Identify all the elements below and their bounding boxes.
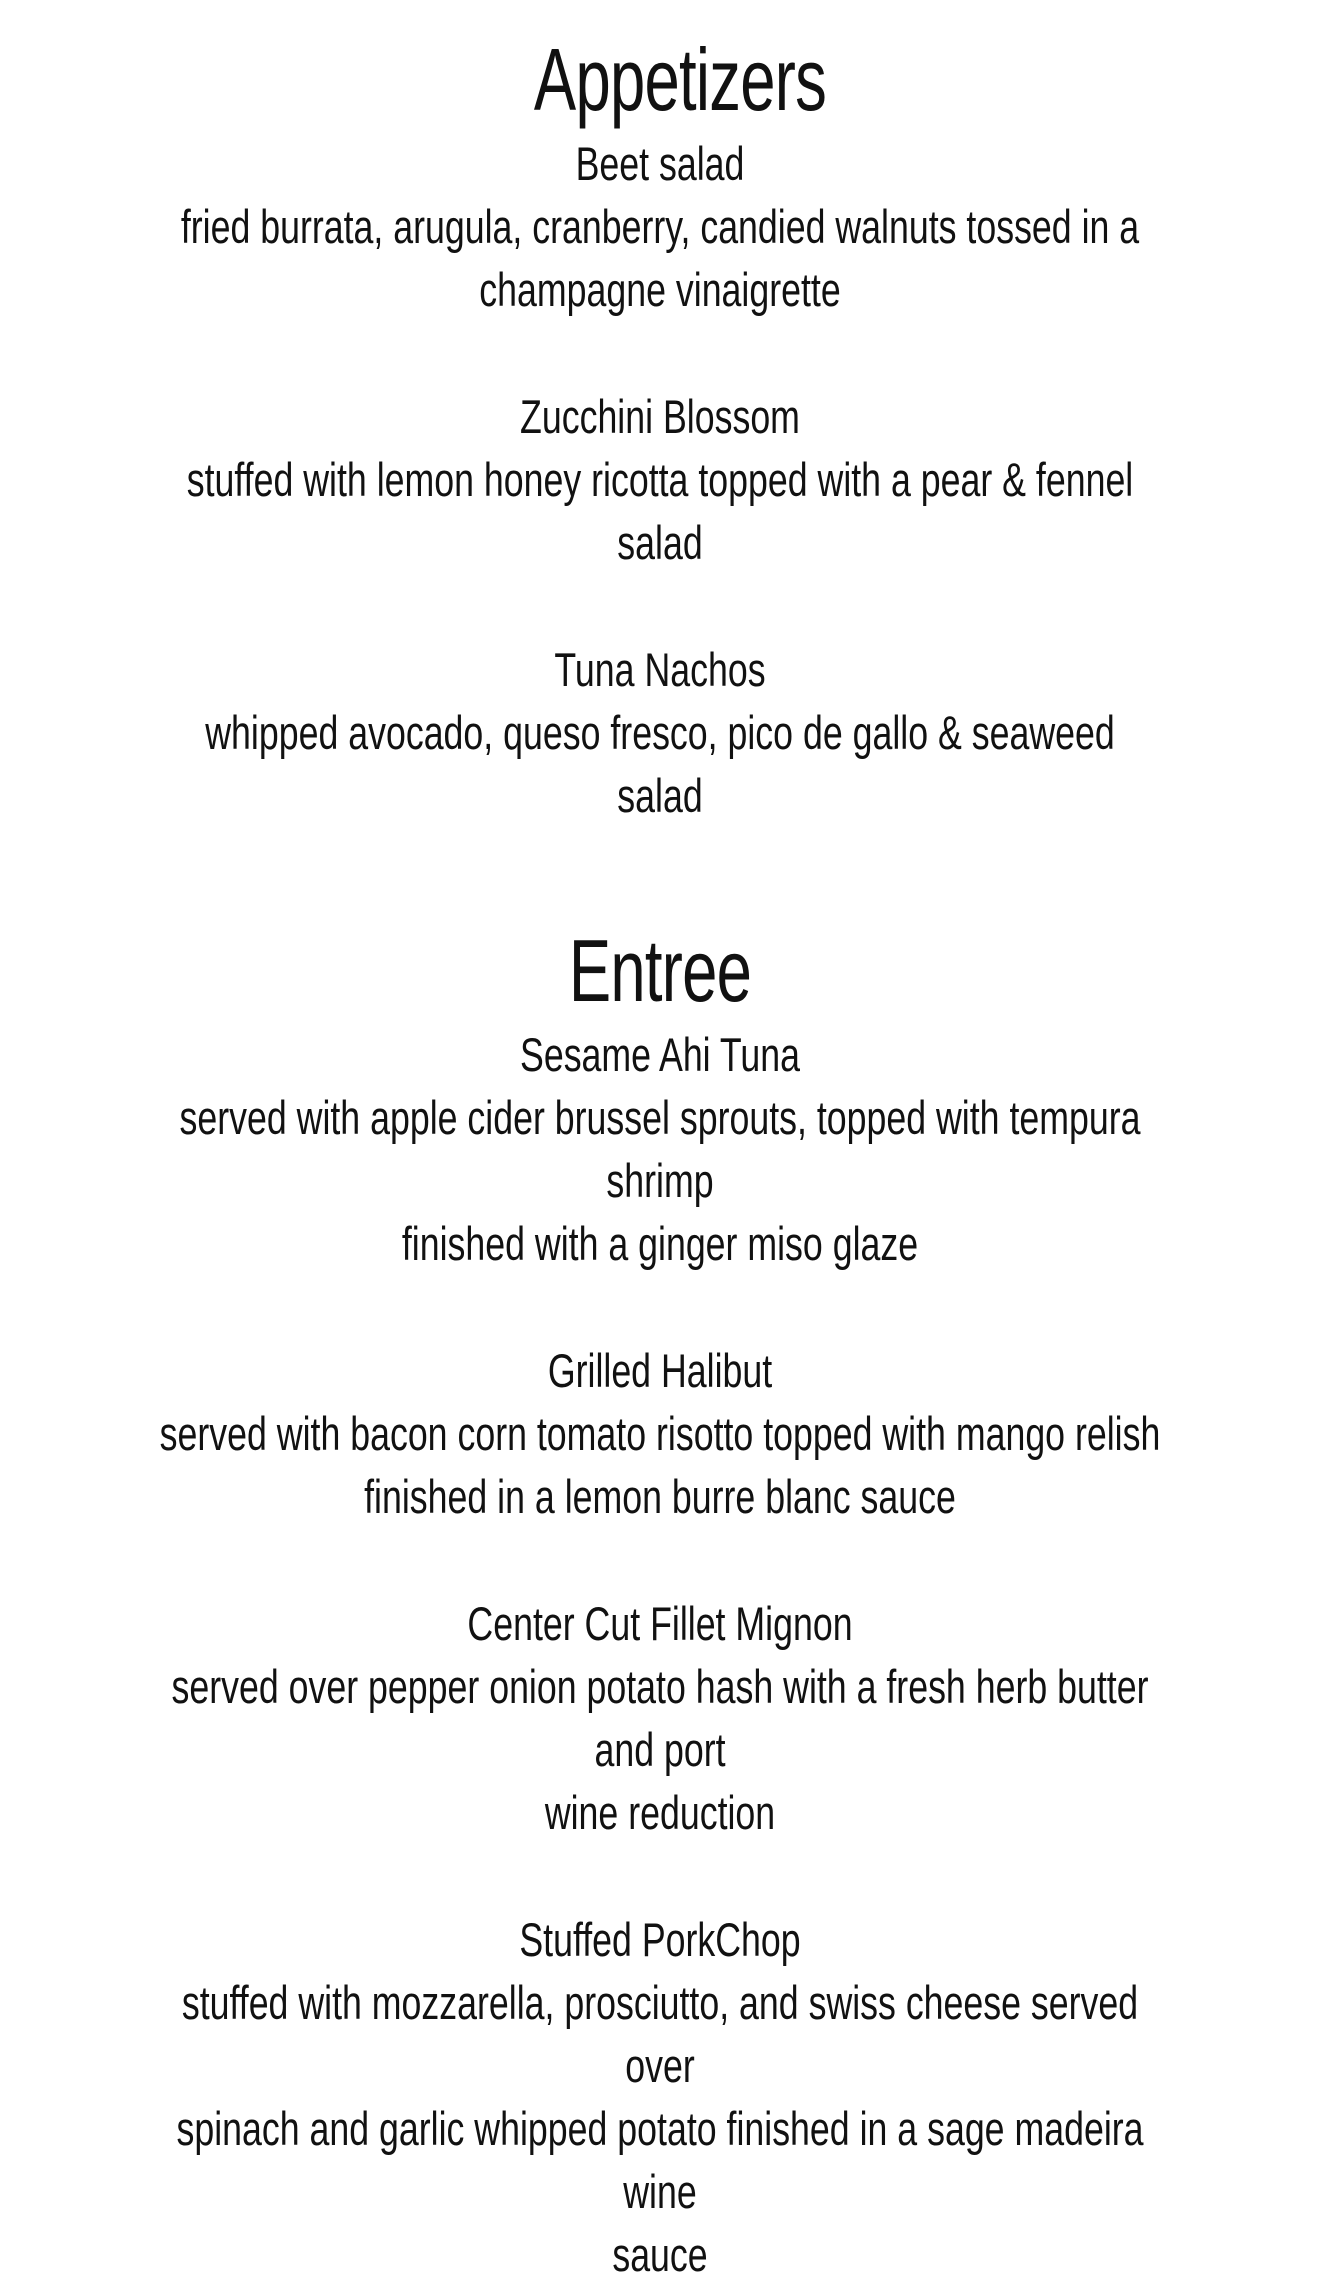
menu-item [0,1908,1320,2286]
menu-item-name: Zucchini Blossom [520,390,800,443]
menu-item [0,1023,1320,1275]
menu-item-description: served with bacon corn tomato risotto topped with mango relish finished in a lemon burre blanc sauce [159,1407,1161,1523]
menu-item [0,385,1320,574]
menu-item [0,1592,1320,1844]
menu-item-name: Grilled Halibut [547,1344,773,1397]
entree-heading: Entree [568,921,752,1020]
menu-item-name: Center Cut Fillet Mignon [467,1597,853,1650]
menu-item [0,132,1320,321]
menu-item [0,1339,1320,1528]
menu-item-description: stuffed with lemon honey ricotta topped with a pear & fennel salad [186,453,1134,569]
menu-item-name: Tuna Nachos [554,643,766,696]
appetizers-list [0,132,1320,827]
menu-item-description: served over pepper onion potato hash with a fresh herb butter and port wine reduction [171,1660,1149,1839]
entree-list [0,1023,1320,2286]
menu-item-description: served with apple cider brussel sprouts, topped with tempura shrimp finished with a ginger miso glaze [179,1091,1141,1270]
menu-item-description: whipped avocado, queso fresco, pico de gallo & seaweed salad [205,706,1115,822]
menu-item-description: stuffed with mozzarella, prosciutto, and swiss cheese served over spinach and garlic whipped potato finished in a sage madeira wine sauce [176,1976,1144,2281]
menu-item-name: Beet salad [575,137,745,190]
menu-item-name: Sesame Ahi Tuna [520,1028,800,1081]
menu-item-description: fried burrata, arugula, cranberry, candied walnuts tossed in a champagne vinaigrette [180,200,1140,316]
appetizers-heading: Appetizers [533,30,827,129]
menu-item-name: Stuffed PorkChop [519,1913,801,1966]
menu-item [0,638,1320,827]
